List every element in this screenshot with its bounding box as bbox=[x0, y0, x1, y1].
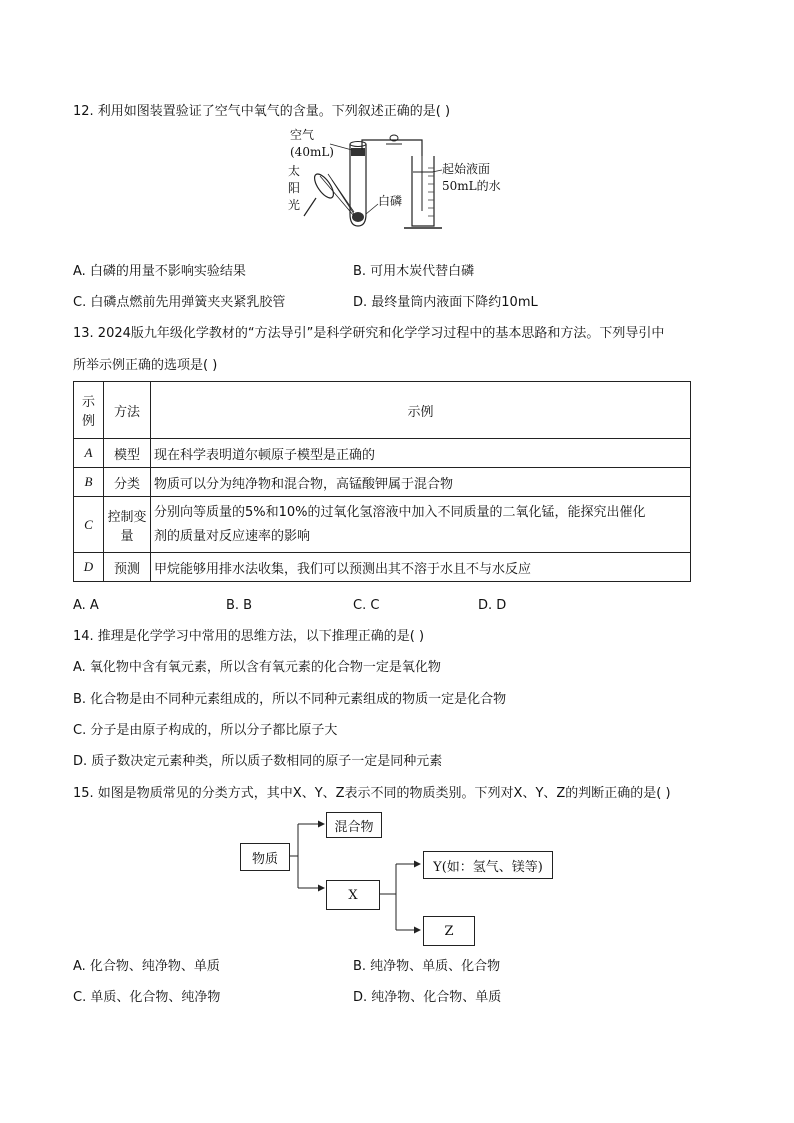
box-substance: 物质 bbox=[240, 843, 290, 871]
row-example: 分别向等质量的5%和10%的过氧化氢溶液中加入不同质量的二氧化锰，能探究出催化 剂的质量对反应速率的影响 bbox=[151, 497, 691, 553]
q14-option-a: A. 氧化物中含有氧元素，所以含有氧元素的化合物一定是氧化物 bbox=[73, 660, 441, 675]
table-row bbox=[74, 468, 691, 497]
q13-option-a: A. A bbox=[73, 598, 99, 613]
label-sun-3: 光 bbox=[288, 198, 301, 212]
table-header-row bbox=[74, 382, 691, 439]
q12-option-a: A. 白磷的用量不影响实验结果 bbox=[73, 264, 246, 279]
row-method: 控制变 量 bbox=[104, 497, 151, 553]
row-method: 分类 bbox=[104, 468, 151, 497]
table-row bbox=[74, 439, 691, 468]
q14-option-c: C. 分子是由原子构成的，所以分子都比原子大 bbox=[73, 723, 338, 738]
box-z: Z bbox=[423, 916, 475, 946]
box-mixture: 混合物 bbox=[326, 812, 382, 838]
q12-option-b: B. 可用木炭代替白磷 bbox=[353, 264, 475, 279]
q12-stem: 12. 利用如图装置验证了空气中氧气的含量。下列叙述正确的是( ) bbox=[73, 104, 451, 119]
row-key: A bbox=[74, 439, 104, 468]
label-air-volume: (40mL) bbox=[290, 145, 334, 159]
label-sun-2: 阳 bbox=[288, 181, 301, 195]
q15-option-c: C. 单质、化合物、纯净物 bbox=[73, 990, 221, 1005]
q15-stem: 15. 如图是物质常见的分类方式，其中X、Y、Z表示不同的物质类别。下列对X、Y、Z的判断正确的是( ) bbox=[73, 786, 671, 801]
q12-option-c: C. 白磷点燃前先用弹簧夹夹紧乳胶管 bbox=[73, 295, 286, 310]
row-method: 模型 bbox=[104, 439, 151, 468]
box-y: Y(如：氢气、镁等) bbox=[423, 851, 553, 879]
label-water-volume: 50mL的水 bbox=[442, 179, 501, 193]
row-key: D bbox=[74, 553, 104, 582]
header-example: 示例 bbox=[151, 382, 691, 439]
label-sun-1: 太 bbox=[288, 164, 301, 178]
q14-option-d: D. 质子数决定元素种类，所以质子数相同的原子一定是同种元素 bbox=[73, 754, 443, 769]
q14-stem: 14. 推理是化学学习中常用的思维方法，以下推理正确的是( ) bbox=[73, 629, 425, 644]
q14-option-b: B. 化合物是由不同种元素组成的，所以不同种元素组成的物质一定是化合物 bbox=[73, 692, 507, 707]
table-row bbox=[74, 497, 691, 553]
q15-option-d: D. 纯净物、化合物、单质 bbox=[353, 990, 502, 1005]
row-example: 物质可以分为纯净物和混合物，高锰酸钾属于混合物 bbox=[151, 468, 691, 497]
table-row bbox=[74, 553, 691, 582]
box-x: X bbox=[326, 880, 380, 910]
q13-stem-line2: 所举示例正确的选项是( ) bbox=[73, 358, 218, 373]
q15-option-a: A. 化合物、纯净物、单质 bbox=[73, 959, 220, 974]
row-example: 现在科学表明道尔顿原子模型是正确的 bbox=[151, 439, 691, 468]
q13-option-c: C. C bbox=[353, 598, 380, 613]
q13-option-b: B. B bbox=[226, 598, 253, 613]
q12-apparatus-figure bbox=[282, 126, 532, 246]
label-air: 空气 bbox=[290, 128, 315, 142]
classification-diagram bbox=[230, 808, 560, 948]
label-start-level: 起始液面 bbox=[442, 162, 491, 176]
label-white-phosphorus: 白磷 bbox=[378, 194, 403, 208]
header-method: 方法 bbox=[104, 382, 151, 439]
q13-stem-line1: 13. 2024版九年级化学教材的“方法导引”是科学研究和化学学习过程中的基本思路和方法。下列导引中 bbox=[73, 326, 665, 341]
header-key: 示 例 bbox=[74, 382, 104, 439]
q15-option-b: B. 纯净物、单质、化合物 bbox=[353, 959, 501, 974]
row-key: B bbox=[74, 468, 104, 497]
row-example: 甲烷能够用排水法收集，我们可以预测出其不溶于水且不与水反应 bbox=[151, 553, 691, 582]
q13-option-d: D. D bbox=[478, 598, 507, 613]
q12-option-d: D. 最终量筒内液面下降约10mL bbox=[353, 295, 538, 310]
row-method: 预测 bbox=[104, 553, 151, 582]
row-key: C bbox=[74, 497, 104, 553]
methods-table bbox=[73, 381, 691, 582]
